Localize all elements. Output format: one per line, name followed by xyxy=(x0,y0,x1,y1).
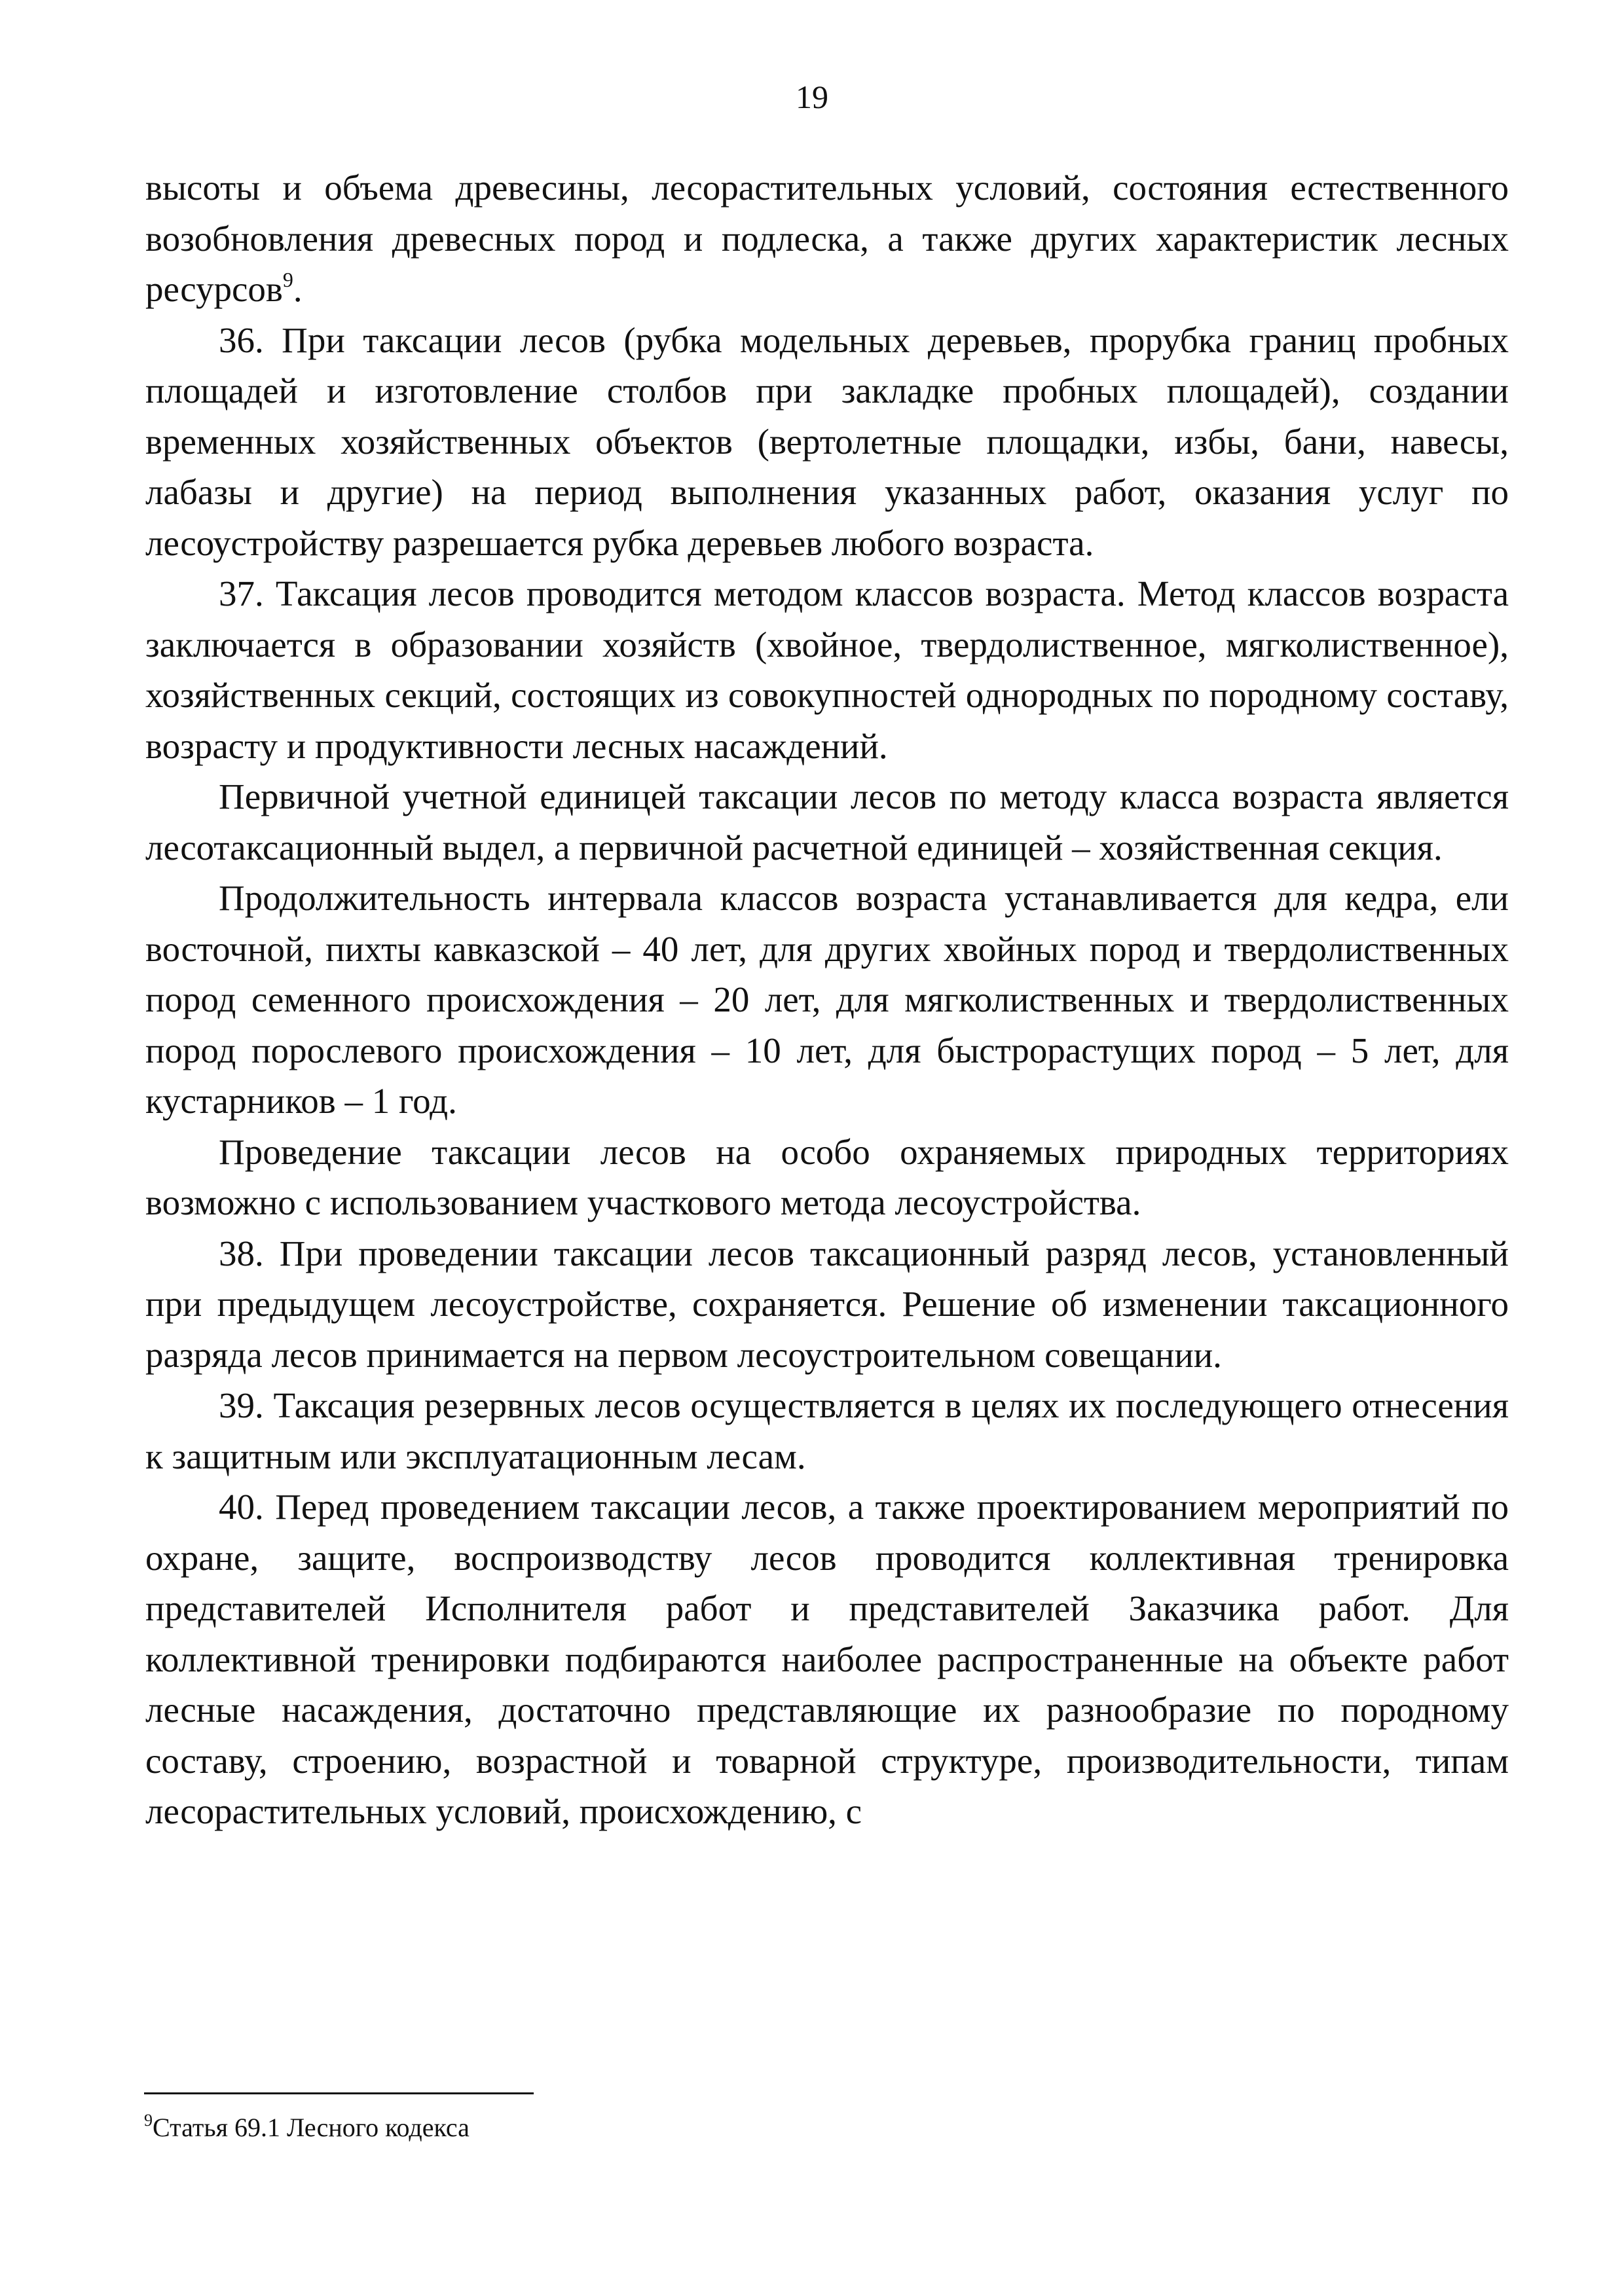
paragraph-37-primary-unit: Первичной учетной единицей таксации лесов по методу класса возраста является лесотаксационный выдел, а первичной расчетной единицей – хозяйственная секция. xyxy=(145,776,1509,867)
paragraph-38: 38. При проведении таксации лесов таксационный разряд лесов, установленный при предыдущем лесоустройстве, сохраняется. Решение об изменении таксационного разряда лесов принимается на первом лесоустроительном совещании. xyxy=(145,1233,1509,1375)
paragraph-37-age-class-interval: Продолжительность интервала классов возраста устанавливается для кедра, ели восточной, пихты кавказской – 40 лет, для других хвойных пород и твердолиственных пород семенного происхождения – 20 лет, для мягколиственных и твердолиственных пород порослевого происхождения – 10 лет, для быстрорастущих пород – 5 лет, для кустарников – 1 год. xyxy=(145,878,1509,1121)
page-number: 19 xyxy=(796,79,828,115)
footnote-mark: 9 xyxy=(144,2111,153,2130)
paragraph-40: 40. Перед проведением таксации лесов, а также проектированием мероприятий по охране, защите, воспроизводству лесов проводится коллективная тренировка представителей Исполнителя работ и представителей Заказчика работ. Для коллективной тренировки подбираются наиболее распространенные на объекте работ лесные насаждения, достаточно представляющие их разнообразие по породному составу, строению, возрастной и товарной структуре, производительности, типам лесорастительных условий, происхождению, с xyxy=(145,1487,1509,1831)
footnote xyxy=(144,2111,1192,2144)
paragraph-tail: . xyxy=(293,269,303,309)
paragraph-39: 39. Таксация резервных лесов осуществляется в целях их последующего отнесения к защитным или эксплуатационным лесам. xyxy=(145,1385,1509,1476)
paragraph-37-protected-areas: Проведение таксации лесов на особо охраняемых природных территориях возможно с использованием участкового метода лесоустройства. xyxy=(145,1131,1509,1222)
paragraph-36: 36. При таксации лесов (рубка модельных деревьев, прорубка границ пробных площадей и изготовление столбов при закладке пробных площадей), создании временных хозяйственных объектов (вертолетные площадки, избы, бани, навесы, лабазы и другие) на период выполнения указанных работ, оказания услуг по лесоустройству разрешается рубка деревьев любого возраста. xyxy=(145,319,1509,563)
footnote-reference: 9 xyxy=(282,268,293,291)
paragraph-37: 37. Таксация лесов проводится методом классов возраста. Метод классов возраста заключается в образовании хозяйств (хвойное, твердолиственное, мягколиственное), хозяйственных секций, состоящих из совокупностей однородных по породному составу, возрасту и продуктивности лесных насаждений. xyxy=(145,574,1509,766)
paragraph-text: высоты и объема древесины, лесорастительных условий, состояния естественного возобновления древесных пород и подлеска, а также других характеристик лесных ресурсов xyxy=(145,168,1509,309)
paragraph-continuation xyxy=(145,162,1509,315)
footnote-divider xyxy=(144,2092,534,2094)
footnote-text: Статья 69.1 Лесного кодекса xyxy=(153,2113,470,2142)
document-body xyxy=(145,162,1509,1837)
